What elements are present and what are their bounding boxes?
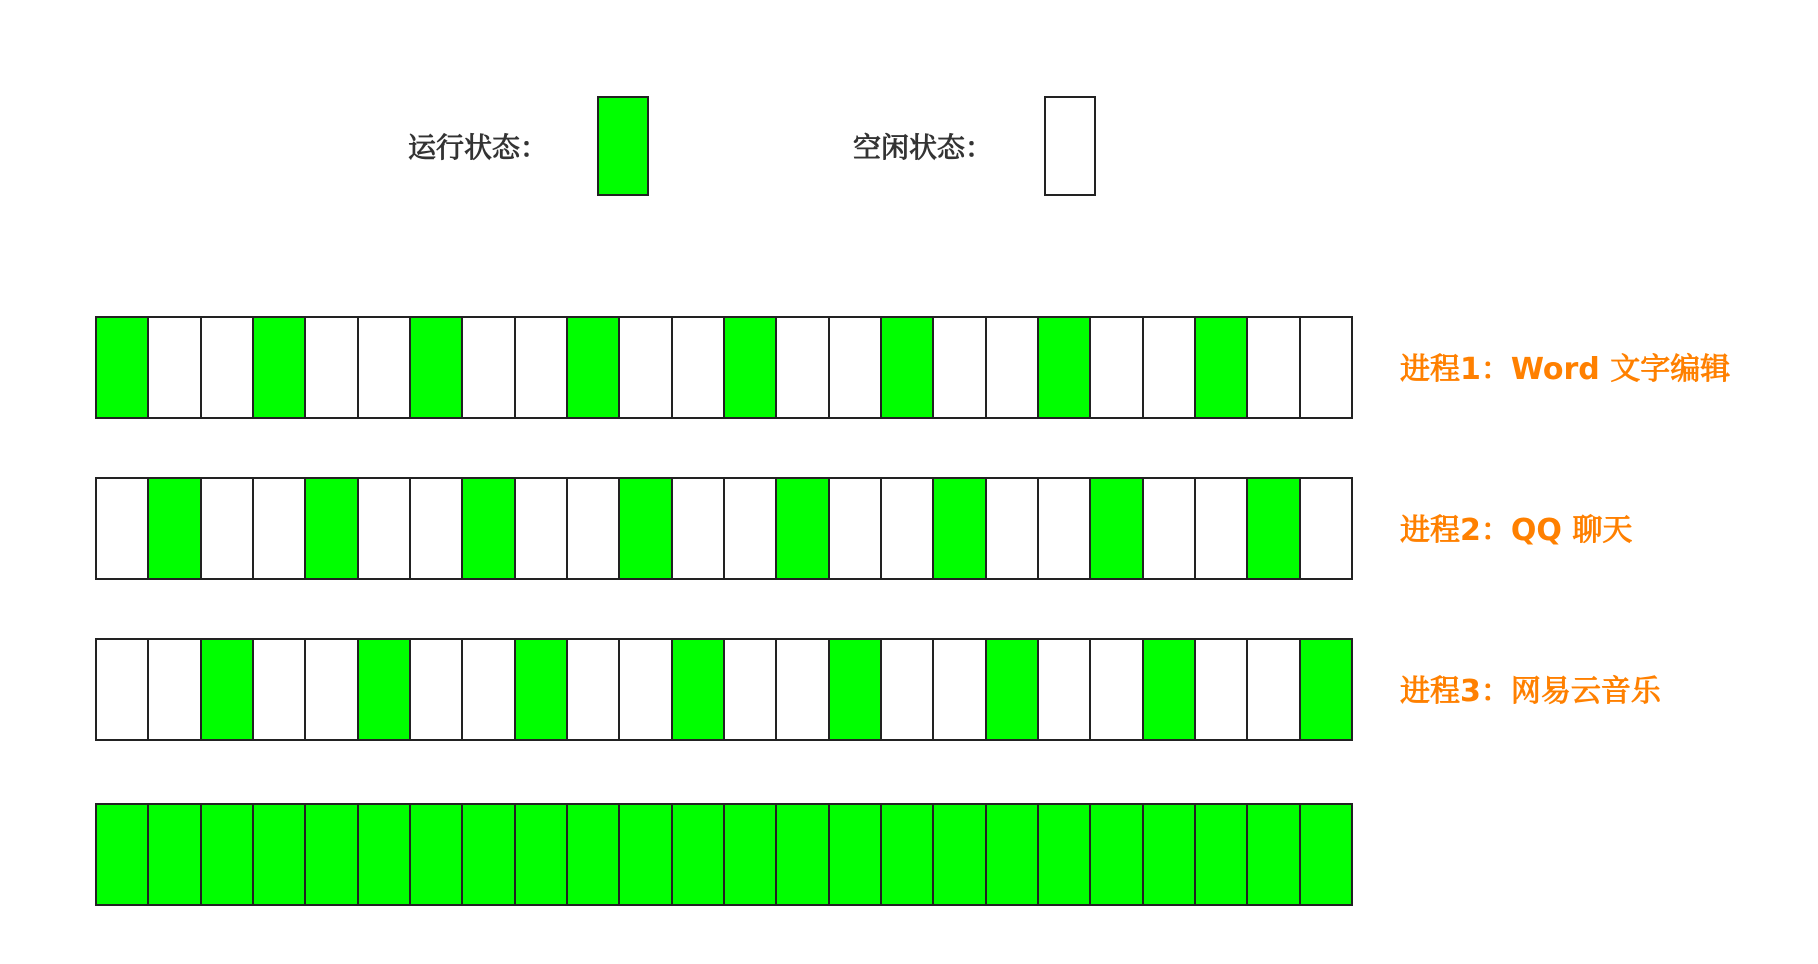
- running-slot: [202, 640, 254, 739]
- running-slot: [934, 479, 986, 578]
- running-slot: [1091, 805, 1143, 904]
- process-3-timeline: [95, 638, 1353, 741]
- idle-slot: [1039, 479, 1091, 578]
- idle-slot: [1196, 640, 1248, 739]
- running-slot: [411, 805, 463, 904]
- idle-slot: [882, 640, 934, 739]
- running-slot: [306, 805, 358, 904]
- idle-slot: [1301, 479, 1351, 578]
- running-slot: [777, 805, 829, 904]
- idle-slot: [987, 318, 1039, 417]
- cpu-combined-timeline: [95, 803, 1353, 906]
- idle-slot: [1091, 640, 1143, 739]
- idle-slot: [359, 318, 411, 417]
- running-slot: [987, 640, 1039, 739]
- idle-slot: [202, 479, 254, 578]
- idle-slot: [463, 318, 515, 417]
- running-slot: [1248, 479, 1300, 578]
- idle-slot: [725, 479, 777, 578]
- idle-slot: [1248, 640, 1300, 739]
- idle-slot: [149, 640, 201, 739]
- idle-slot: [1144, 318, 1196, 417]
- idle-slot: [568, 640, 620, 739]
- idle-slot: [1091, 318, 1143, 417]
- running-slot: [934, 805, 986, 904]
- idle-slot: [254, 479, 306, 578]
- legend-running-swatch: [597, 96, 649, 196]
- process-1-timeline: [95, 316, 1353, 419]
- running-slot: [987, 805, 1039, 904]
- running-slot: [568, 318, 620, 417]
- running-slot: [202, 805, 254, 904]
- idle-slot: [1039, 640, 1091, 739]
- process-2-timeline: [95, 477, 1353, 580]
- running-slot: [359, 640, 411, 739]
- idle-slot: [463, 640, 515, 739]
- running-slot: [1144, 805, 1196, 904]
- running-slot: [568, 805, 620, 904]
- running-slot: [620, 805, 672, 904]
- running-slot: [149, 805, 201, 904]
- running-slot: [830, 640, 882, 739]
- running-slot: [463, 479, 515, 578]
- idle-slot: [254, 640, 306, 739]
- idle-slot: [934, 640, 986, 739]
- idle-slot: [1196, 479, 1248, 578]
- running-slot: [411, 318, 463, 417]
- idle-slot: [673, 479, 725, 578]
- idle-slot: [882, 479, 934, 578]
- idle-slot: [620, 640, 672, 739]
- idle-slot: [1301, 318, 1351, 417]
- running-slot: [1301, 805, 1351, 904]
- running-slot: [149, 479, 201, 578]
- running-slot: [725, 318, 777, 417]
- idle-slot: [568, 479, 620, 578]
- running-slot: [1039, 805, 1091, 904]
- idle-slot: [934, 318, 986, 417]
- running-slot: [673, 640, 725, 739]
- process-2-label: 进程2：QQ 聊天: [1400, 513, 1633, 548]
- legend-idle-swatch: [1044, 96, 1096, 196]
- running-slot: [620, 479, 672, 578]
- running-slot: [1091, 479, 1143, 578]
- running-slot: [254, 805, 306, 904]
- process-3-label: 进程3：网易云音乐: [1400, 674, 1661, 709]
- idle-slot: [1248, 318, 1300, 417]
- legend-idle-label: 空闲状态：: [853, 131, 994, 164]
- running-slot: [359, 805, 411, 904]
- idle-slot: [673, 318, 725, 417]
- running-slot: [777, 479, 829, 578]
- running-slot: [882, 318, 934, 417]
- idle-slot: [830, 479, 882, 578]
- running-slot: [1039, 318, 1091, 417]
- running-slot: [1248, 805, 1300, 904]
- idle-slot: [1144, 479, 1196, 578]
- idle-slot: [411, 640, 463, 739]
- idle-slot: [202, 318, 254, 417]
- idle-slot: [97, 640, 149, 739]
- running-slot: [306, 479, 358, 578]
- running-slot: [1144, 640, 1196, 739]
- process-1-label: 进程1：Word 文字编辑: [1400, 352, 1731, 387]
- idle-slot: [306, 640, 358, 739]
- idle-slot: [411, 479, 463, 578]
- running-slot: [1196, 318, 1248, 417]
- running-slot: [254, 318, 306, 417]
- running-slot: [1301, 640, 1351, 739]
- running-slot: [673, 805, 725, 904]
- running-slot: [516, 640, 568, 739]
- running-slot: [1196, 805, 1248, 904]
- idle-slot: [987, 479, 1039, 578]
- idle-slot: [359, 479, 411, 578]
- running-slot: [97, 318, 149, 417]
- idle-slot: [830, 318, 882, 417]
- running-slot: [830, 805, 882, 904]
- idle-slot: [306, 318, 358, 417]
- running-slot: [516, 805, 568, 904]
- running-slot: [882, 805, 934, 904]
- running-slot: [97, 805, 149, 904]
- idle-slot: [777, 640, 829, 739]
- running-slot: [463, 805, 515, 904]
- running-slot: [725, 805, 777, 904]
- idle-slot: [149, 318, 201, 417]
- idle-slot: [777, 318, 829, 417]
- idle-slot: [516, 479, 568, 578]
- idle-slot: [516, 318, 568, 417]
- legend-running-label: 运行状态：: [408, 131, 549, 164]
- idle-slot: [620, 318, 672, 417]
- idle-slot: [97, 479, 149, 578]
- idle-slot: [725, 640, 777, 739]
